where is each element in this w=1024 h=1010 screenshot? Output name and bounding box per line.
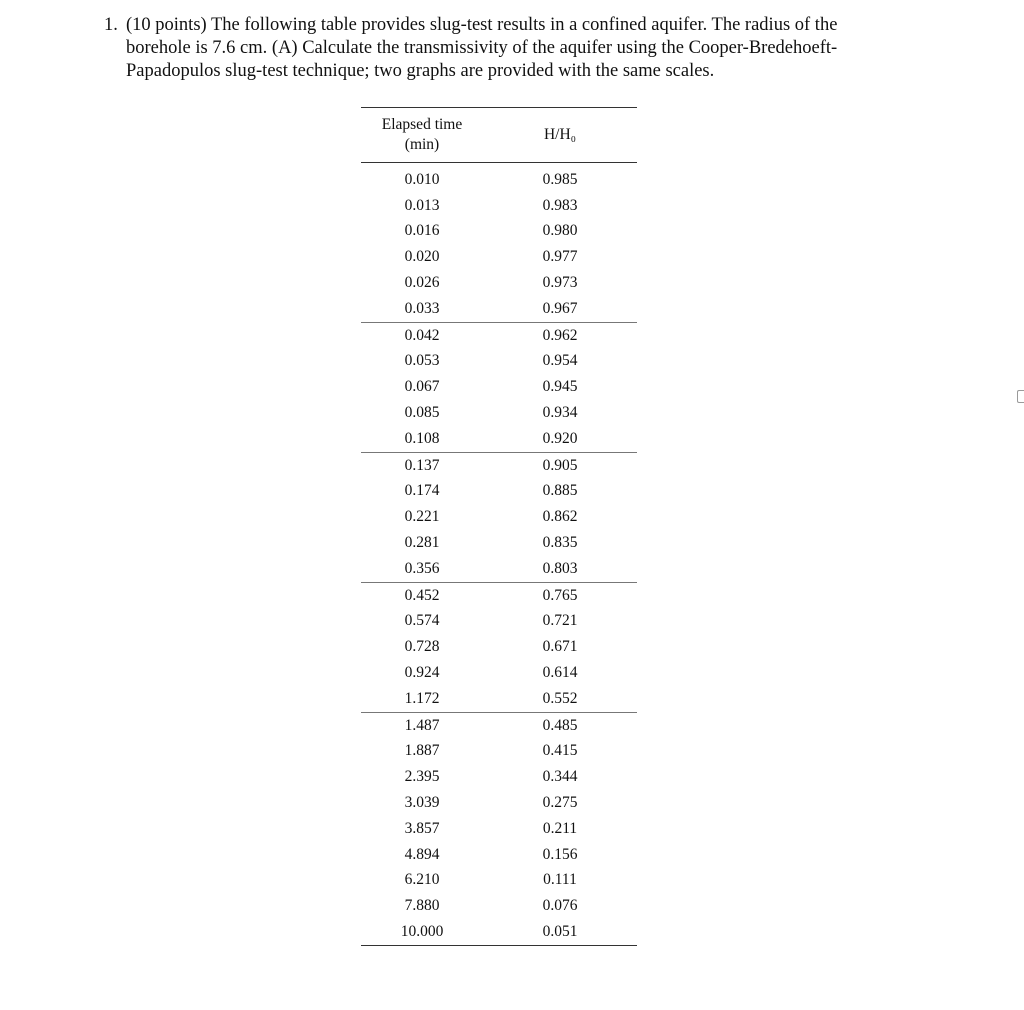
head-ratio-cell: 0.275 [542,794,578,812]
elapsed-time-cell: 0.016 [404,222,440,240]
head-ratio-cell: 0.983 [542,196,578,214]
elapsed-time-cell: 0.281 [404,534,440,552]
elapsed-time-cell: 0.013 [404,196,440,214]
table-row [361,893,637,919]
head-ratio-cell: 0.671 [542,638,578,656]
table-row [361,296,637,322]
table-row [361,530,637,556]
head-ratio-cell: 0.973 [542,274,578,292]
head-ratio-cell: 0.076 [542,897,578,915]
head-ratio-cell: 0.977 [542,248,578,266]
table-row [361,816,637,842]
head-ratio-cell: 0.920 [483,426,637,452]
table-row [361,374,637,400]
head-ratio-cell: 0.980 [542,222,578,240]
elapsed-time-cell: 3.857 [404,819,440,837]
head-ratio-cell: 0.415 [542,742,578,760]
table-row [361,426,637,452]
elapsed-time-cell: 0.033 [361,296,483,322]
problem-statement [104,14,904,83]
head-ratio-cell: 0.344 [542,768,578,786]
elapsed-time-header-line2: (min) [404,136,440,153]
head-ratio-cell: 0.985 [542,170,578,188]
head-ratio-cell: 0.967 [483,296,637,322]
head-ratio-cell: 0.721 [542,612,578,630]
table-row [361,868,637,894]
head-ratio-cell: 0.485 [542,716,578,734]
head-ratio-cell: 0.962 [542,326,578,344]
elapsed-time-cell: 0.137 [404,456,440,474]
head-ratio-cell: 0.954 [542,352,578,370]
elapsed-time-cell: 0.010 [404,170,440,188]
elapsed-time-cell: 0.020 [404,248,440,266]
elapsed-time-cell: 6.210 [404,871,440,889]
head-ratio-cell: 0.614 [542,664,578,682]
head-ratio-cell: 0.905 [542,456,578,474]
head-ratio-cell: 0.552 [483,686,637,712]
elapsed-time-cell: 2.395 [404,768,440,786]
head-ratio-cell: 0.156 [542,845,578,863]
elapsed-time-cell: 1.172 [361,686,483,712]
table-row [361,400,637,426]
table-row [361,686,637,712]
elapsed-time-cell: 0.452 [404,586,440,604]
table-row [361,842,637,868]
table-row [361,479,637,505]
elapsed-time-cell: 0.221 [404,508,440,526]
elapsed-time-cell: 10.000 [361,919,483,945]
head-ratio-cell: 0.211 [542,819,578,837]
elapsed-time-cell: 0.108 [361,426,483,452]
elapsed-time-cell: 4.894 [404,845,440,863]
problem-number: 1. [104,15,118,35]
table-row [361,712,637,738]
table-row [361,582,637,608]
edge-fragment [1017,390,1024,403]
table-row [361,739,637,765]
elapsed-time-cell: 3.039 [404,794,440,812]
elapsed-time-cell: 0.085 [404,404,440,422]
table-row [361,452,637,478]
table-row [361,660,637,686]
table-row [361,504,637,530]
head-ratio-cell: 0.765 [542,586,578,604]
table-row [361,322,637,348]
elapsed-time-cell: 0.574 [404,612,440,630]
head-ratio-cell: 0.934 [542,404,578,422]
table-row [361,270,637,296]
elapsed-time-cell: 0.053 [404,352,440,370]
head-ratio-cell: 0.835 [542,534,578,552]
table-row [361,244,637,270]
table-row [361,609,637,635]
head-ratio-cell: 0.051 [483,919,637,945]
table-row [361,163,637,193]
head-ratio-cell: 0.111 [543,871,577,889]
elapsed-time-header-line1: Elapsed time [381,116,463,133]
slug-test-table [361,107,637,946]
elapsed-time-cell: 0.026 [404,274,440,292]
table-body [361,163,637,946]
head-ratio-cell: 0.945 [542,378,578,396]
elapsed-time-cell: 7.880 [404,897,440,915]
table-row [361,790,637,816]
problem-text: (10 points) The following table provides slug-test results in a confined aquifer. The radius of the borehole is 7.6 cm. (A) Calculate the transmissivity of the aquifer using the Cooper-Bredehoeft-Papadopulos slug-test technique; two graphs are provided with the same scales. [126,15,838,81]
elapsed-time-cell: 0.067 [404,378,440,396]
table-row [361,193,637,219]
table-header-row [361,108,637,163]
table-row [361,556,637,582]
table-row [361,764,637,790]
head-ratio-cell: 0.803 [483,556,637,582]
table-row [361,634,637,660]
elapsed-time-cell: 0.728 [404,638,440,656]
head-ratio-cell: 0.885 [542,482,578,500]
table-row [361,919,637,945]
elapsed-time-cell: 0.924 [404,664,440,682]
head-ratio-header: H/H₀ [483,108,637,163]
table-row [361,349,637,375]
elapsed-time-cell: 0.356 [361,556,483,582]
elapsed-time-cell: 1.887 [404,742,440,760]
table-row [361,219,637,245]
elapsed-time-header [361,108,483,163]
elapsed-time-cell: 1.487 [404,716,440,734]
head-ratio-cell: 0.862 [542,508,578,526]
elapsed-time-cell: 0.042 [404,326,440,344]
elapsed-time-cell: 0.174 [404,482,440,500]
